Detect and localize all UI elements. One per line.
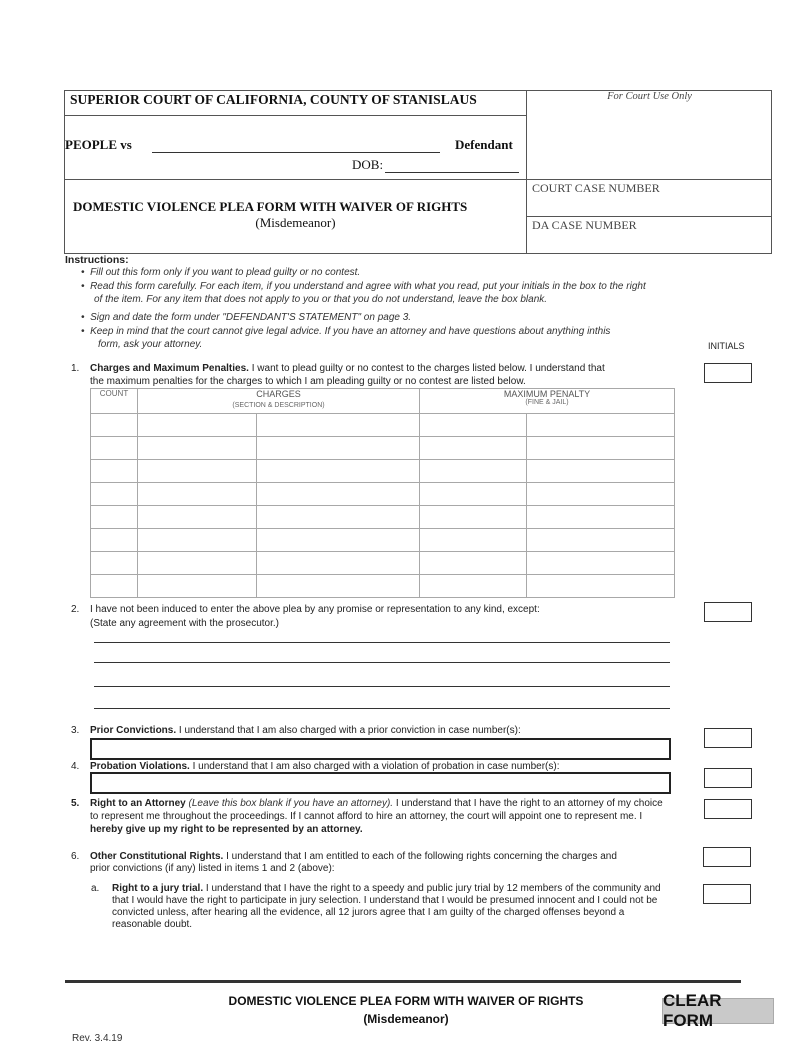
item-6a-body-2: that I would have the right to participate in jury selection. I understand that I would be presumed innocent and I could not be	[112, 895, 658, 906]
instruction-text-4: Keep in mind that the court cannot give legal advice. If you have an attorney and have questions about anything inthis	[90, 326, 611, 337]
clear-form-button[interactable]: CLEAR FORM	[662, 998, 774, 1024]
col-charges-sublabel: (SECTION & DESCRIPTION)	[232, 402, 325, 409]
item-5-text	[90, 797, 710, 810]
item-1-heading: Charges and Maximum Penalties.	[90, 363, 249, 374]
charges-table-row	[91, 483, 675, 506]
col-penalty-sublabel: (FINE & JAIL)	[525, 399, 569, 406]
item-3-heading: Prior Convictions.	[90, 725, 177, 736]
revision-label: Rev. 3.4.19	[72, 1033, 123, 1044]
da-case-number-field[interactable]	[530, 234, 768, 251]
item-2-number: 2.	[71, 604, 80, 615]
count-cell[interactable]	[91, 460, 138, 483]
footer-title: DOMESTIC VIOLENCE PLEA FORM WITH WAIVER OF RIGHTS	[228, 994, 584, 1008]
charges-table-body	[91, 414, 675, 598]
da-case-number-label: DA CASE NUMBER	[532, 218, 637, 232]
penalty-jail-cell[interactable]	[527, 529, 675, 552]
header-hline-2	[64, 179, 772, 180]
instruction-bullet-4: • Keep in mind that the court cannot give legal advice. If you have an attorney and have questions about anything inthis	[81, 326, 611, 337]
item-5-initials-box[interactable]	[704, 799, 752, 819]
charge-description-cell[interactable]	[257, 529, 420, 552]
penalty-fine-cell[interactable]	[420, 506, 527, 529]
instruction-text-1: Fill out this form only if you want to plead guilty or no contest.	[90, 267, 361, 278]
defendant-name-field[interactable]	[152, 137, 440, 153]
item-1-initials-box[interactable]	[704, 363, 752, 383]
penalty-jail-cell[interactable]	[527, 460, 675, 483]
item-6a-initials-box[interactable]	[703, 884, 751, 904]
form-subtitle: (Misdemeanor)	[255, 215, 336, 230]
penalty-jail-cell[interactable]	[527, 575, 675, 598]
charges-table-row	[91, 460, 675, 483]
charges-table-header	[91, 389, 675, 414]
form-title: DOMESTIC VIOLENCE PLEA FORM WITH WAIVER OF RIGHTS	[73, 199, 468, 214]
charge-section-cell[interactable]	[138, 437, 257, 460]
item-4-number: 4.	[71, 761, 80, 772]
agreement-line-1[interactable]	[94, 628, 670, 643]
charges-table-row	[91, 575, 675, 598]
item-5-body-3: hereby give up my right to be represented by an attorney.	[90, 824, 363, 835]
col-penalty-label: MAXIMUM PENALTY	[503, 389, 591, 399]
count-cell[interactable]	[91, 529, 138, 552]
item-6a-body-1: I understand that I have the right to a speedy and public jury trial by 12 members of the community and	[205, 883, 661, 894]
count-cell[interactable]	[91, 483, 138, 506]
charge-section-cell[interactable]	[138, 552, 257, 575]
charge-section-cell[interactable]	[138, 575, 257, 598]
count-cell[interactable]	[91, 506, 138, 529]
item-2-initials-box[interactable]	[704, 602, 752, 622]
penalty-jail-cell[interactable]	[527, 506, 675, 529]
count-cell[interactable]	[91, 552, 138, 575]
charges-table-row	[91, 529, 675, 552]
count-cell[interactable]	[91, 437, 138, 460]
penalty-fine-cell[interactable]	[420, 437, 527, 460]
item-1-body-2: the maximum penalties for the charges to which I am pleading guilty or no contest are listed below.	[90, 376, 526, 387]
charge-section-cell[interactable]	[138, 506, 257, 529]
probation-violation-case-field[interactable]	[90, 772, 671, 794]
instructions-title: Instructions:	[65, 254, 129, 266]
item-5-heading: Right to an Attorney	[90, 798, 186, 809]
charge-description-cell[interactable]	[257, 575, 420, 598]
item-1-text	[90, 362, 690, 375]
col-charges-label: CHARGES	[256, 389, 301, 399]
instruction-bullet-2: • Read this form carefully. For each item, if you understand and agree with what you read, put your initials in the box to the right	[81, 281, 646, 292]
col-penalty-header	[420, 389, 675, 414]
dob-field[interactable]	[385, 157, 519, 173]
item-2-body-1: I have not been induced to enter the above plea by any promise or representation to any kind, except:	[90, 604, 540, 615]
item-6-body-2: prior convictions (if any) listed in items 1 and 2 (above):	[90, 863, 335, 874]
item-6-heading: Other Constitutional Rights.	[90, 851, 224, 862]
item-3-initials-box[interactable]	[704, 728, 752, 748]
count-cell[interactable]	[91, 414, 138, 437]
charge-description-cell[interactable]	[257, 460, 420, 483]
charge-description-cell[interactable]	[257, 483, 420, 506]
charge-section-cell[interactable]	[138, 460, 257, 483]
agreement-line-4[interactable]	[94, 694, 670, 709]
item-1-number: 1.	[71, 363, 80, 374]
instruction-text-4b: form, ask your attorney.	[98, 339, 203, 350]
col-count-header	[91, 389, 138, 414]
penalty-fine-cell[interactable]	[420, 460, 527, 483]
item-4-initials-box[interactable]	[704, 768, 752, 788]
charges-table-row	[91, 437, 675, 460]
charge-section-cell[interactable]	[138, 529, 257, 552]
prior-convictions-case-field[interactable]	[90, 738, 671, 760]
agreement-line-3[interactable]	[94, 672, 670, 687]
instruction-bullet-1: • Fill out this form only if you want to plead guilty or no contest.	[81, 267, 361, 278]
item-4-heading: Probation Violations.	[90, 761, 190, 772]
charges-table	[90, 388, 675, 598]
instruction-text-3: Sign and date the form under "DEFENDANT'S STATEMENT" on page 3.	[90, 312, 412, 323]
charge-section-cell[interactable]	[138, 414, 257, 437]
dob-label: DOB:	[352, 157, 384, 172]
item-2-body-2: (State any agreement with the prosecutor.)	[90, 618, 279, 629]
defendant-label: Defendant	[455, 137, 513, 152]
penalty-fine-cell[interactable]	[420, 575, 527, 598]
penalty-jail-cell[interactable]	[527, 483, 675, 506]
court-name: SUPERIOR COURT OF CALIFORNIA, COUNTY OF STANISLAUS	[70, 92, 477, 107]
item-3-number: 3.	[71, 725, 80, 736]
instruction-text-2: Read this form carefully. For each item, if you understand and agree with what you read, put your initials in the box to the right	[90, 281, 646, 292]
header-left-hline-1	[64, 115, 527, 116]
col-count-label: COUNT	[99, 389, 129, 398]
item-6a-letter: a.	[91, 883, 100, 894]
penalty-jail-cell[interactable]	[527, 414, 675, 437]
people-vs-label: PEOPLE vs	[65, 137, 132, 152]
item-5-note: (Leave this box blank if you have an attorney).	[188, 798, 394, 809]
item-1-body-1: I want to plead guilty or no contest to the charges listed below. I understand that	[251, 363, 605, 374]
item-4-body: I understand that I am also charged with a violation of probation in case number(s):	[192, 761, 560, 772]
court-case-number-field[interactable]	[530, 197, 768, 214]
item-5-number: 5.	[71, 798, 80, 809]
header-right-hline-3	[526, 216, 772, 217]
count-cell[interactable]	[91, 575, 138, 598]
item-3-body: I understand that I am also charged with a prior conviction in case number(s):	[178, 725, 521, 736]
charge-description-cell[interactable]	[257, 437, 420, 460]
item-5-body-2: to represent me throughout the proceedings. If I cannot afford to hire an attorney, the court will appoint one to represent me. I	[90, 811, 643, 822]
item-6-number: 6.	[71, 851, 80, 862]
footer-rule	[65, 980, 741, 983]
court-use-only-label: For Court Use Only	[607, 91, 692, 102]
court-case-number-label: COURT CASE NUMBER	[532, 181, 660, 195]
instruction-bullet-3: • Sign and date the form under "DEFENDANT'S STATEMENT" on page 3.	[81, 312, 412, 323]
penalty-fine-cell[interactable]	[420, 529, 527, 552]
item-5-body-1: I understand that I have the right to an attorney of my choice	[395, 798, 663, 809]
footer-subtitle: (Misdemeanor)	[363, 1012, 449, 1026]
charges-table-row	[91, 506, 675, 529]
col-charges-header	[138, 389, 420, 414]
penalty-jail-cell[interactable]	[527, 552, 675, 575]
item-6-initials-box[interactable]	[703, 847, 751, 867]
penalty-fine-cell[interactable]	[420, 483, 527, 506]
penalty-fine-cell[interactable]	[420, 552, 527, 575]
charge-section-cell[interactable]	[138, 483, 257, 506]
charge-description-cell[interactable]	[257, 414, 420, 437]
item-6a-heading: Right to a jury trial.	[112, 883, 204, 894]
charges-table-row	[91, 414, 675, 437]
penalty-fine-cell[interactable]	[420, 414, 527, 437]
agreement-line-2[interactable]	[94, 648, 670, 663]
item-3-text	[90, 724, 690, 737]
charges-table-row	[91, 552, 675, 575]
item-6a-body-4: reasonable doubt.	[112, 919, 193, 930]
item-6a-body-3: convicted unless, after hearing all the evidence, all 12 jurors agree that I am guilty of the charged offenses beyond a	[112, 907, 625, 918]
penalty-jail-cell[interactable]	[527, 437, 675, 460]
item-6-body-1: I understand that I am entitled to each of the following rights concerning the charges and	[226, 851, 617, 862]
instruction-text-2b: of the item. For any item that does not apply to you or that you do not understand, leave the box blank.	[94, 294, 548, 305]
initials-column-label: INITIALS	[708, 341, 745, 351]
charge-description-cell[interactable]	[257, 552, 420, 575]
charge-description-cell[interactable]	[257, 506, 420, 529]
